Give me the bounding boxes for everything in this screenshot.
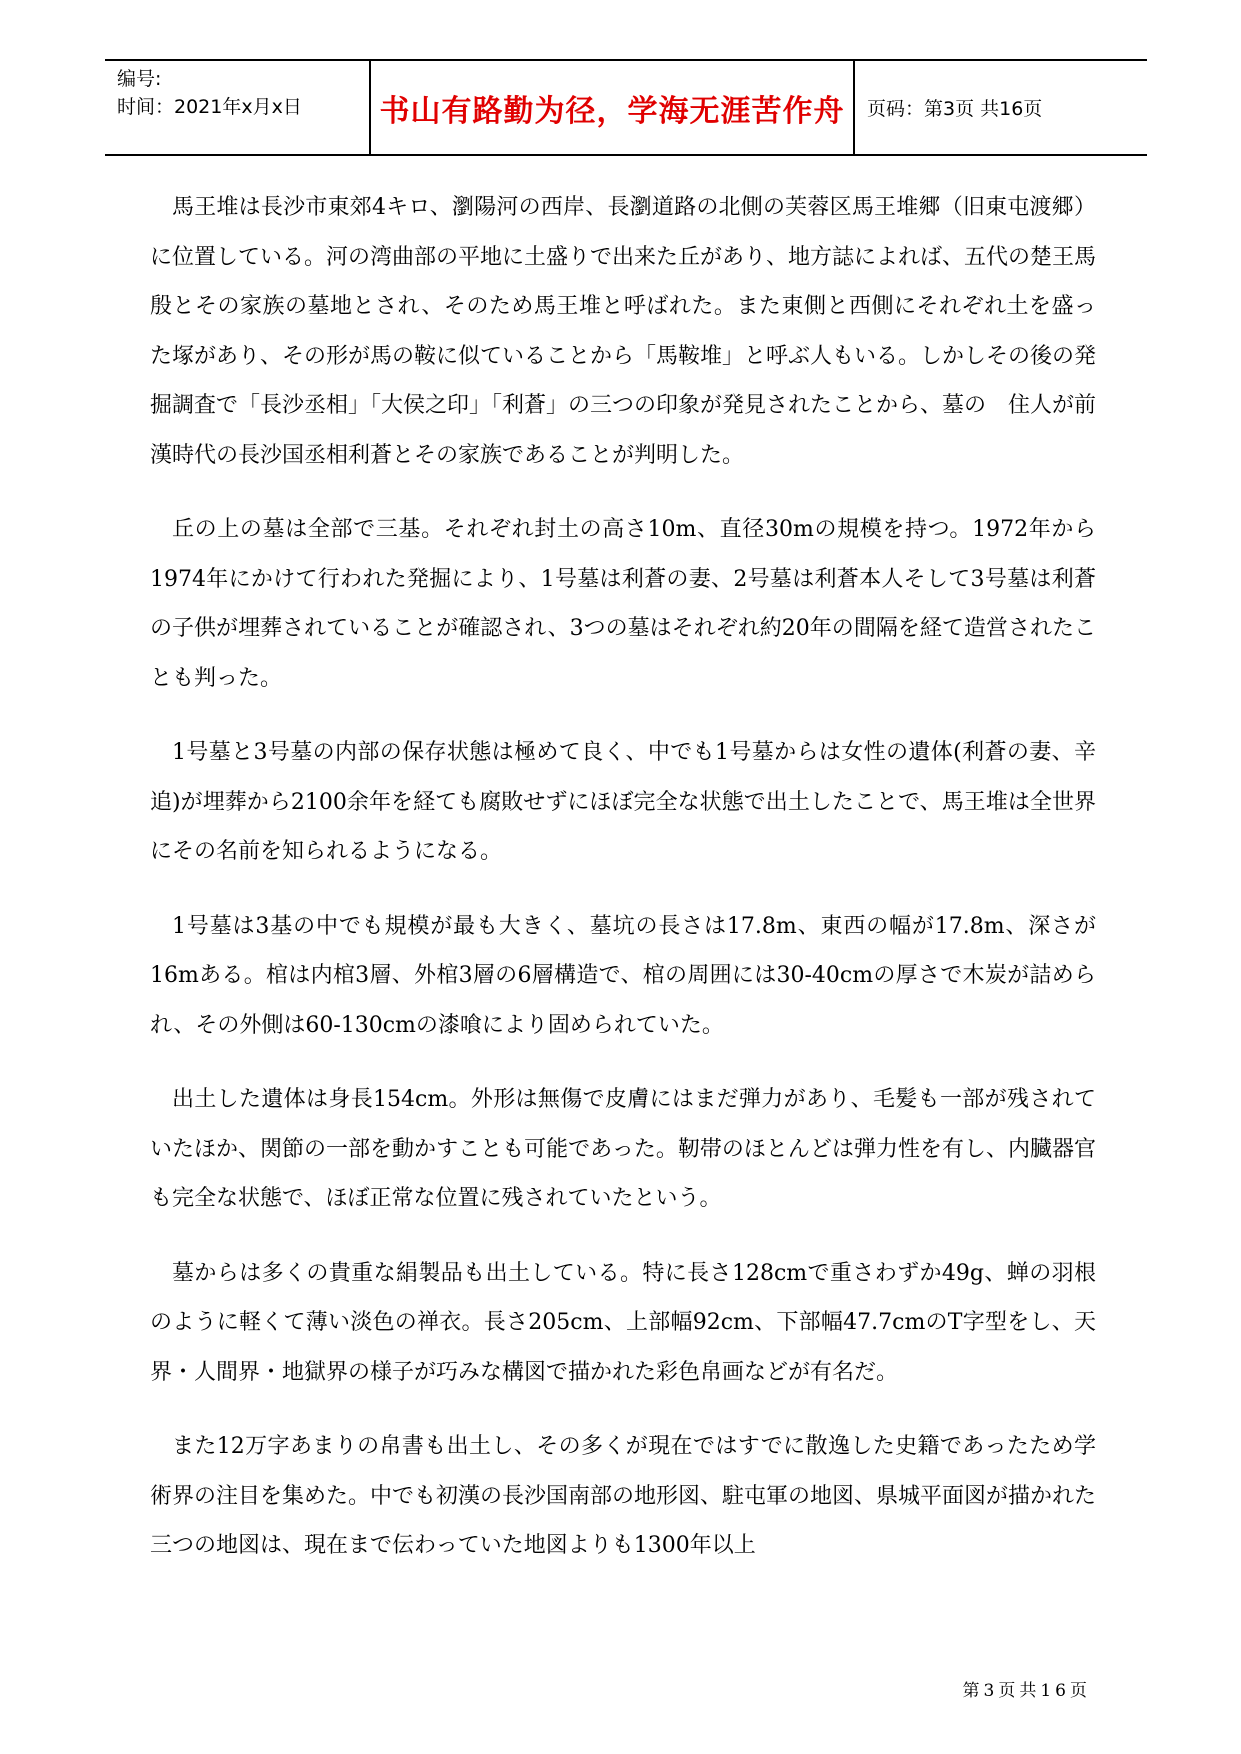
body-paragraph: また12万字あまりの帛書も出土し、その多くが現在ではすでに散逸した史籍であったため学術界の注目を集めた。中でも初漢の長沙国南部の地形図、駐屯軍の地図、県城平面図が描かれた三つの地図は、現在まで伝わっていた地図よりも1300年以上	[150, 1434, 1097, 1558]
header-page-info: 页码：第3页 共16页	[867, 98, 1043, 120]
body-paragraph: 丘の上の墓は全部で三基。それぞれ封土の高さ10m、直径30mの規模を持つ。1972年から1974年にかけて行われた発掘により、1号墓は利蒼の妻、2号墓は利蒼本人そして3号墓は利蒼の子供が埋葬されていることが確認され、3つの墓はそれぞれ約20年の間隔を経て造営されたことも判った。	[150, 517, 1096, 691]
body-paragraph: 1号墓は3基の中でも規模が最も大きく、墓坑の長さは17.8m、東西の幅が17.8m、深さが16mある。棺は内棺3層、外棺3層の6層構造で、棺の周囲には30-40cmの厚さで木炭が詰められ、その外側は60-130cmの漆喰により固められていた。	[150, 913, 1096, 1038]
document-date: 时间：2021年x月x日	[117, 96, 302, 118]
body-paragraph: 馬王堆は長沙市東郊4キロ、瀏陽河の西岸、長瀏道路の北側の芙蓉区馬王堆郷（旧東屯渡郷）に位置している。河の湾曲部の平地に土盛りで出来た丘があり、地方誌によれば、五代の楚王馬殷とその家族の墓地とされ、そのため馬王堆と呼ばれた。また東側と西側にそれぞれ土を盛った塚があり、その形が馬の鞍に似ていることから「馬鞍堆」と呼ぶ人もいる。しかしその後の発掘調査で「長沙丞相」「大侯之印」「利蒼」の三つの印象が発見されたことから、墓の 住人が前漢時代の長沙国丞相利蒼とその家族であることが判明した。	[150, 195, 1097, 468]
document-number-label: 编号:	[117, 68, 162, 90]
page-header	[105, 59, 1147, 156]
body-paragraph: 出土した遺体は身長154cm。外形は無傷で皮膚にはまだ弾力があり、毛髪も一部が残されていたほか、関節の一部を動かすことも可能であった。靭帯のほとんどは弾力性を有し、内臓器官も完全な状態で、ほぼ正常な位置に残されていたという。	[150, 1087, 1096, 1211]
body-paragraph: 1号墓と3号墓の内部の保存状態は極めて良く、中でも1号墓からは女性の遺体(利蒼の妻、辛追)が埋葬から2100余年を経ても腐敗せずにほぼ完全な状態で出土したことで、馬王堆は全世界にその名前を知られるようになる。	[150, 740, 1096, 864]
document-body	[150, 183, 1096, 1596]
header-motto: 书山有路勤为径，学海无涯苦作舟	[379, 93, 845, 129]
header-divider	[853, 61, 855, 154]
page-footer: 第3页共16页	[962, 1681, 1091, 1701]
body-paragraph: 墓からは多くの貴重な絹製品も出土している。特に長さ128cmで重さわずか49g、蝉の羽根のように軽くて薄い淡色の禅衣。長さ205cm、上部幅92cm、下部幅47.7cmのT字型をし、天界・人間界・地獄界の様子が巧みな構図で描かれた彩色帛画などが有名だ。	[150, 1260, 1096, 1385]
